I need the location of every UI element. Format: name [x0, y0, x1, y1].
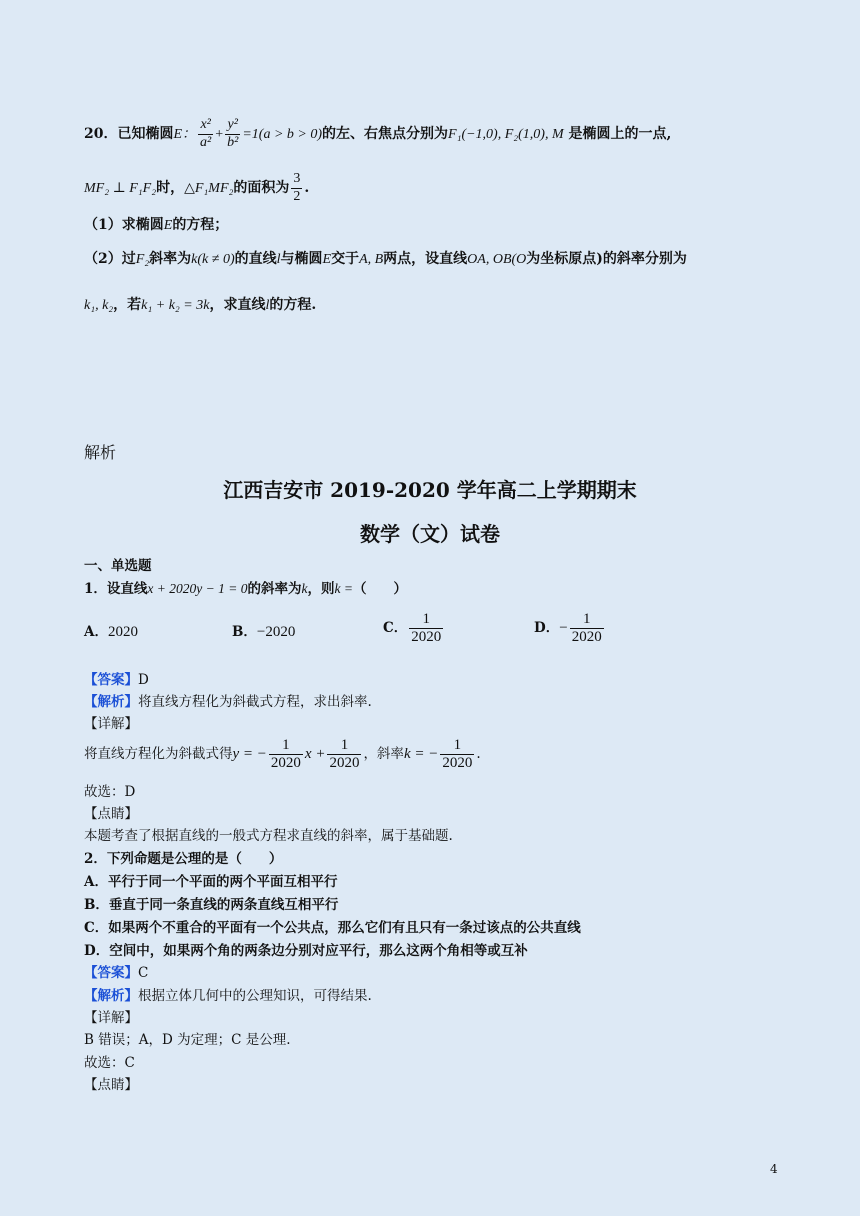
q1-comment: 本题考查了根据直线的一般式方程求直线的斜率，属于基础题. [84, 828, 453, 844]
q1-detail-label: 【详解】 [84, 716, 138, 732]
q20-part2: （2）过F₂斜率为k(k ≠ 0)的直线l与椭圆E交于A, B两点，设直线OA, OB(O为坐标原点)的斜率分别为 [84, 251, 687, 267]
q1-answer: 【答案】D [84, 672, 149, 688]
q1-option-a: A．2020 [84, 624, 138, 640]
q2-choose: 故选：C [84, 1055, 135, 1071]
jiexi-label: 解析 [84, 443, 117, 462]
q1-option-c: C． $\frac{1}{2020}$ [383, 610, 442, 645]
q20-line5: k₁, k₂，若k₁ + k₂ = 3k，求直线l的方程. [84, 297, 317, 313]
q1-stem: 1．设直线x + 2020y − 1 = 0的斜率为k，则k =（ ） [84, 581, 407, 597]
q2-answer: 【答案】C [84, 965, 149, 981]
fraction-y2-b2: $\frac{\text{y²}}{\text{b²}}$ [227, 117, 239, 150]
q2-stem: 2．下列命题是公理的是（ ） [84, 851, 283, 867]
q1-option-d: D．− $\frac{1}{2020}$ [534, 610, 602, 645]
q2-detail-label: 【详解】 [84, 1010, 138, 1026]
q2-option-c: C．如果两个不重合的平面有一个公共点，那么它们有且只有一条过该点的公共直线 [84, 920, 581, 936]
q1-choose: 故选：D [84, 784, 136, 800]
q1-detail: 将直线方程化为斜截式得y = − $\frac{1}{2020}$ x + $\frac{1}{2020}$ ，斜率k = − $\frac{1}{2020}$ . [84, 736, 481, 771]
fraction-x2-a2: $\frac{\text{x²}}{\text{a²}}$ [200, 117, 212, 150]
fraction-3-2: $\frac{3}{2}$ [293, 171, 301, 204]
q1-comment-label: 【点睛】 [84, 806, 138, 822]
q20-part1: （1）求椭圆E的方程； [84, 217, 229, 233]
exam-title: 江西吉安市 2019-2020 学年高二上学期期末 [223, 478, 637, 502]
q1-option-b: B．−2020 [232, 624, 296, 640]
q20-line2: MF₂ ⊥ F₁F₂时，△F₁MF₂的面积为 $\frac{3}{2}$ . [84, 171, 310, 204]
q2-detail: B 错误；A，D 为定理；C 是公理. [84, 1032, 291, 1048]
q20-line1: 20．已知椭圆E： $\frac{\text{x²}}{\text{a²}}$ + $\frac{\text{y²}}{\text{b²}}$ =1(a > b > 0)的左、右焦点分别为F₁(−1,0), F₂(1,0), M 是椭圆上的一点, [84, 117, 672, 150]
q2-analysis: 【解析】根据立体几何中的公理知识，可得结果. [84, 988, 372, 1004]
q2-option-d: D．空间中，如果两个角的两条边分别对应平行，那么这两个角相等或互补 [84, 943, 528, 959]
q2-comment-label: 【点睛】 [84, 1077, 138, 1093]
q2-option-b: B．垂直于同一条直线的两条直线互相平行 [84, 897, 339, 913]
exam-subtitle: 数学（文）试卷 [360, 522, 500, 546]
section-heading: 一、单选题 [84, 558, 152, 574]
q1-analysis: 【解析】将直线方程化为斜截式方程，求出斜率. [84, 694, 372, 710]
page-number: 4 [770, 1162, 778, 1176]
q2-option-a: A．平行于同一个平面的两个平面互相平行 [84, 874, 338, 890]
